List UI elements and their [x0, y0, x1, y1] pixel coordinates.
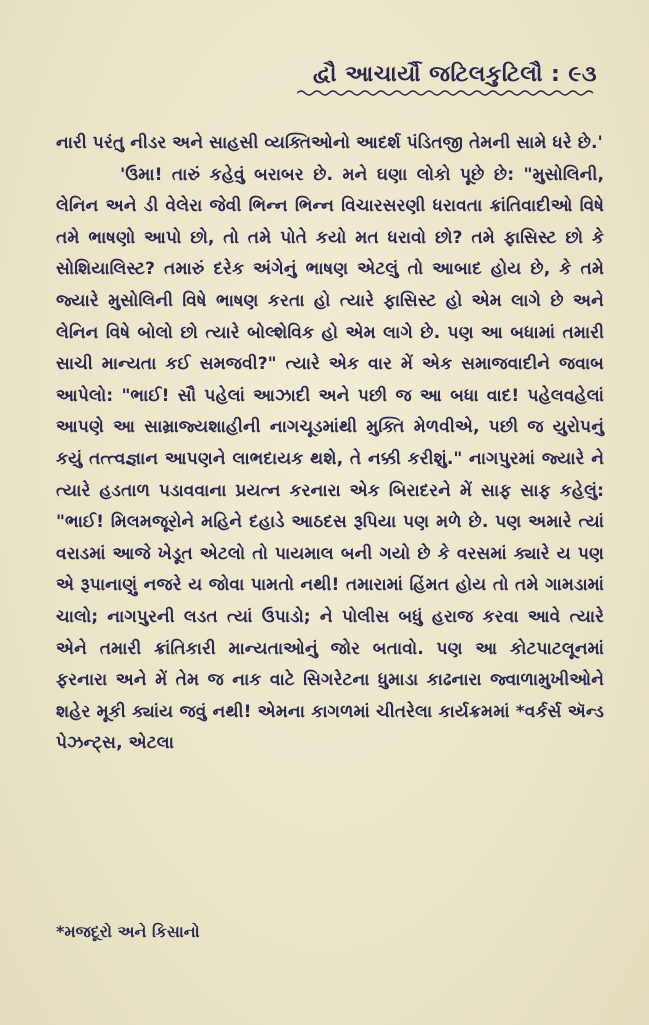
paragraph-continuation: નારી પરંતુ નીડર અને સાહસી વ્યક્તિઓનો આદર્શ પંડિતજી તેમની સામે ધરે છે.' [56, 133, 603, 153]
footnote: *મજદૂરો અને કિસાનો [56, 922, 200, 941]
page-header [297, 62, 597, 97]
paragraph-main: 'ઉમા! તારું કહેવું બરાબર છે. મને ઘણા લોકો પૂછે છે: "મુસોલિની, લેનિન અને ડી વેલેરા જેવી ભિન્ન ભિન્ન વિચારસરણી ધરાવતા ક્રાંતિવાદીઓ વિષે તમે ભાષણો આપો છો, તો તમે પોતે કયો મત ધરાવો છો? તમે ફાસિસ્ટ છો કે સોશિયાલિસ્ટ? તમારું દરેક અંગેનું ભાષણ એટલું તો આબાદ હોય છે, કે તમે જ્યારે મુસોલિની વિષે ભાષણ કરતા હો ત્યારે ફાસિસ્ટ હો એમ લાગે છે અને લેનિન વિષે બોલો છો ત્યારે બોલ્શેવિક હો એમ લાગે છે. પણ આ બધામાં તમારી સાચી માન્યતા કઈ સમજવી?" ત્યારે એક વાર મેં એક સમાજવાદીને જવાબ આપેલો: "ભાઈ! સૌ પહેલાં આઝાદી અને પછી જ આ બધા વાદ! પહેલવહેલાં આપણે આ સામ્રાજ્યશાહીની નાગચૂડમાંથી મુક્તિ મેળવીએ, પછી જ યુરોપનું કયું તત્ત્વજ્ઞાન આપણને લાભદાયક થશે, તે નક્કી કરીશું." નાગપુરમાં જ્યારે ને ત્યારે હડતાળ પડાવવાના પ્રયત્ન કરનારા એક બિરાદરને મેં સાફ સાફ કહેલું: "ભાઈ! મિલમજૂરોને મહિને દહાડે આઠદસ રૂપિયા પણ મળે છે. પણ અમારે ત્યાં વરાડમાં આજે ખેડૂત એટલો તો પાયમાલ બની ગયો છે કે વરસમાં ક્યારે ય પણ એ રૂપાનાણું નજરે ય જોવા પામતો નથી! તમારામાં હિંમત હોય તો તમે ગામડામાં ચાલો; નાગપુરની લડત ત્યાં ઉપાડો; ને પોલીસ બધું હરાજ કરવા આવે ત્યારે એને તમારી ક્રાંતિકારી માન્યતાઓનું જોર બતાવો. પણ આ કોટપાટલૂનમાં ફરનારા અને મેં તેમ જ નાક વાટે સિગરેટના ધુમાડા કાઢનારા જ્વાળામુખીઓને શહેર મૂકી ક્યાંય જવું નથી! એમના કાગળમાં ચીતરેલા કાર્યક્રમમાં *વર્કર્સ ઍન્ડ પેઝન્ટ્સ, એટલા [56, 164, 604, 754]
running-title: દ્વૌ આચાર્યૌ જટિલકુટિલૌ [313, 62, 543, 87]
body-text [56, 128, 604, 760]
header-separator: : [551, 62, 561, 87]
wavy-underline [297, 89, 597, 97]
running-head [297, 62, 597, 87]
page-number: ૯૩ [568, 62, 597, 87]
